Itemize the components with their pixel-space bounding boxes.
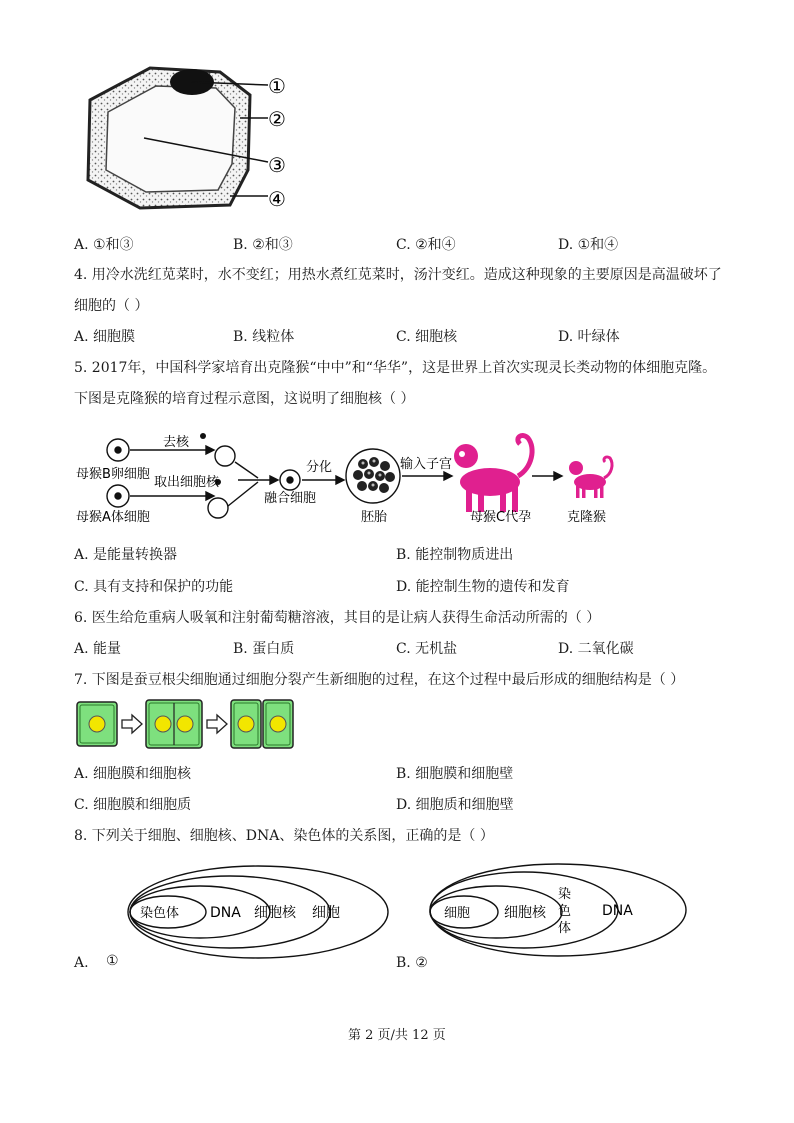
q5-option-c[interactable]: C. 具有支持和保护的功能	[74, 579, 234, 595]
q8a-label-cell: 细胞	[312, 905, 340, 921]
q8-diagram-a	[126, 862, 392, 962]
q5-label-divide: 分化	[306, 460, 333, 475]
q7-option-c[interactable]: C. 细胞膜和细胞质	[74, 797, 192, 813]
q8a-label-nucleus: 细胞核	[254, 905, 296, 921]
q3-label-1: ①	[268, 74, 286, 98]
q5-label-egg-cell: 母猴B卵细胞	[76, 467, 150, 482]
q3-option-b[interactable]: B. ②和③	[233, 237, 293, 253]
q8b-label-nucleus: 细胞核	[504, 905, 546, 921]
q8b-label-chromosome-2: 色	[558, 904, 572, 919]
q5-label-remove-nucleus: 去核	[163, 435, 190, 450]
page-footer: 第 2 页/共 12 页	[348, 1028, 446, 1043]
q5-label-embryo: 胚胎	[361, 510, 388, 525]
q5-stem-line2: 下图是克隆猴的培育过程示意图，这说明了细胞核（ ）	[74, 391, 415, 407]
q4-option-d[interactable]: D. 叶绿体	[558, 329, 620, 345]
q8-diagram-b	[426, 860, 692, 960]
q5-clone-diagram	[70, 426, 630, 530]
q3-label-3: ③	[268, 153, 286, 177]
q6-stem: 6. 医生给危重病人吸氧和注射葡萄糖溶液，其目的是让病人获得生命活动所需的（ ）	[74, 610, 601, 626]
q5-label-fused-cell: 融合细胞	[264, 491, 317, 506]
q7-option-b[interactable]: B. 细胞膜和细胞壁	[396, 766, 514, 782]
q5-option-a[interactable]: A. 是能量转换器	[74, 547, 178, 563]
q4-option-a[interactable]: A. 细胞膜	[74, 329, 136, 345]
q8-option-b[interactable]: B. ②	[396, 955, 428, 971]
surrogate-monkey-icon	[454, 436, 532, 512]
clone-monkey-icon	[569, 457, 612, 498]
q5-label-body-cell: 母猴A体细胞	[76, 510, 150, 525]
q3-option-c[interactable]: C. ②和④	[396, 237, 456, 253]
q4-stem-line1: 4. 用冷水洗红苋菜时，水不变红；用热水煮红苋菜时，汤汁变红。造成这种现象的主要原因是高温破坏了	[74, 267, 722, 283]
q4-stem-line2: 细胞的（ ）	[74, 298, 149, 314]
q8-option-a[interactable]: A.	[74, 955, 89, 971]
q5-label-clone: 克隆猴	[567, 510, 607, 525]
q3-label-2: ②	[268, 107, 286, 131]
q8b-label-chromosome-3: 体	[558, 921, 572, 936]
q8b-label-chromosome-1: 染	[558, 887, 572, 902]
q5-option-d[interactable]: D. 能控制生物的遗传和发育	[396, 579, 570, 595]
q8-stem: 8. 下列关于细胞、细胞核、DNA、染色体的关系图，正确的是（ ）	[74, 828, 494, 844]
q4-option-b[interactable]: B. 线粒体	[233, 329, 295, 345]
q7-cell-division-figure	[76, 698, 296, 750]
q6-option-c[interactable]: C. 无机盐	[396, 641, 458, 657]
q7-option-d[interactable]: D. 细胞质和细胞壁	[396, 797, 514, 813]
q8b-label-cell: 细胞	[444, 906, 471, 921]
q6-option-a[interactable]: A. 能量	[74, 641, 122, 657]
q7-option-a[interactable]: A. 细胞膜和细胞核	[74, 766, 192, 782]
q8a-label-dna: DNA	[210, 905, 241, 921]
q5-label-into-uterus: 输入子宫	[400, 457, 453, 472]
q5-option-b[interactable]: B. 能控制物质进出	[396, 547, 514, 563]
q3-cell-figure	[70, 60, 300, 220]
q5-label-surrogate: 母猴C代孕	[470, 510, 532, 525]
q3-option-a[interactable]: A. ①和③	[74, 237, 134, 253]
q5-label-take-nucleus: 取出细胞核	[154, 475, 220, 490]
q6-option-b[interactable]: B. 蛋白质	[233, 641, 295, 657]
q8b-label-dna: DNA	[602, 903, 633, 919]
q3-option-d[interactable]: D. ①和④	[558, 237, 619, 253]
q6-option-d[interactable]: D. 二氧化碳	[558, 641, 634, 657]
q8a-label-chromosome: 染色体	[140, 906, 180, 921]
q7-stem: 7. 下图是蚕豆根尖细胞通过细胞分裂产生新细胞的过程，在这个过程中最后形成的细胞结构是（ ）	[74, 672, 685, 688]
q3-label-4: ④	[268, 187, 286, 211]
q8-option-a-mark: ①	[106, 953, 119, 969]
q4-option-c[interactable]: C. 细胞核	[396, 329, 458, 345]
q5-stem-line1: 5. 2017年，中国科学家培育出克隆猴“中中”和“华华”，这是世界上首次实现灵长类动物的体细胞克隆。	[74, 360, 717, 376]
